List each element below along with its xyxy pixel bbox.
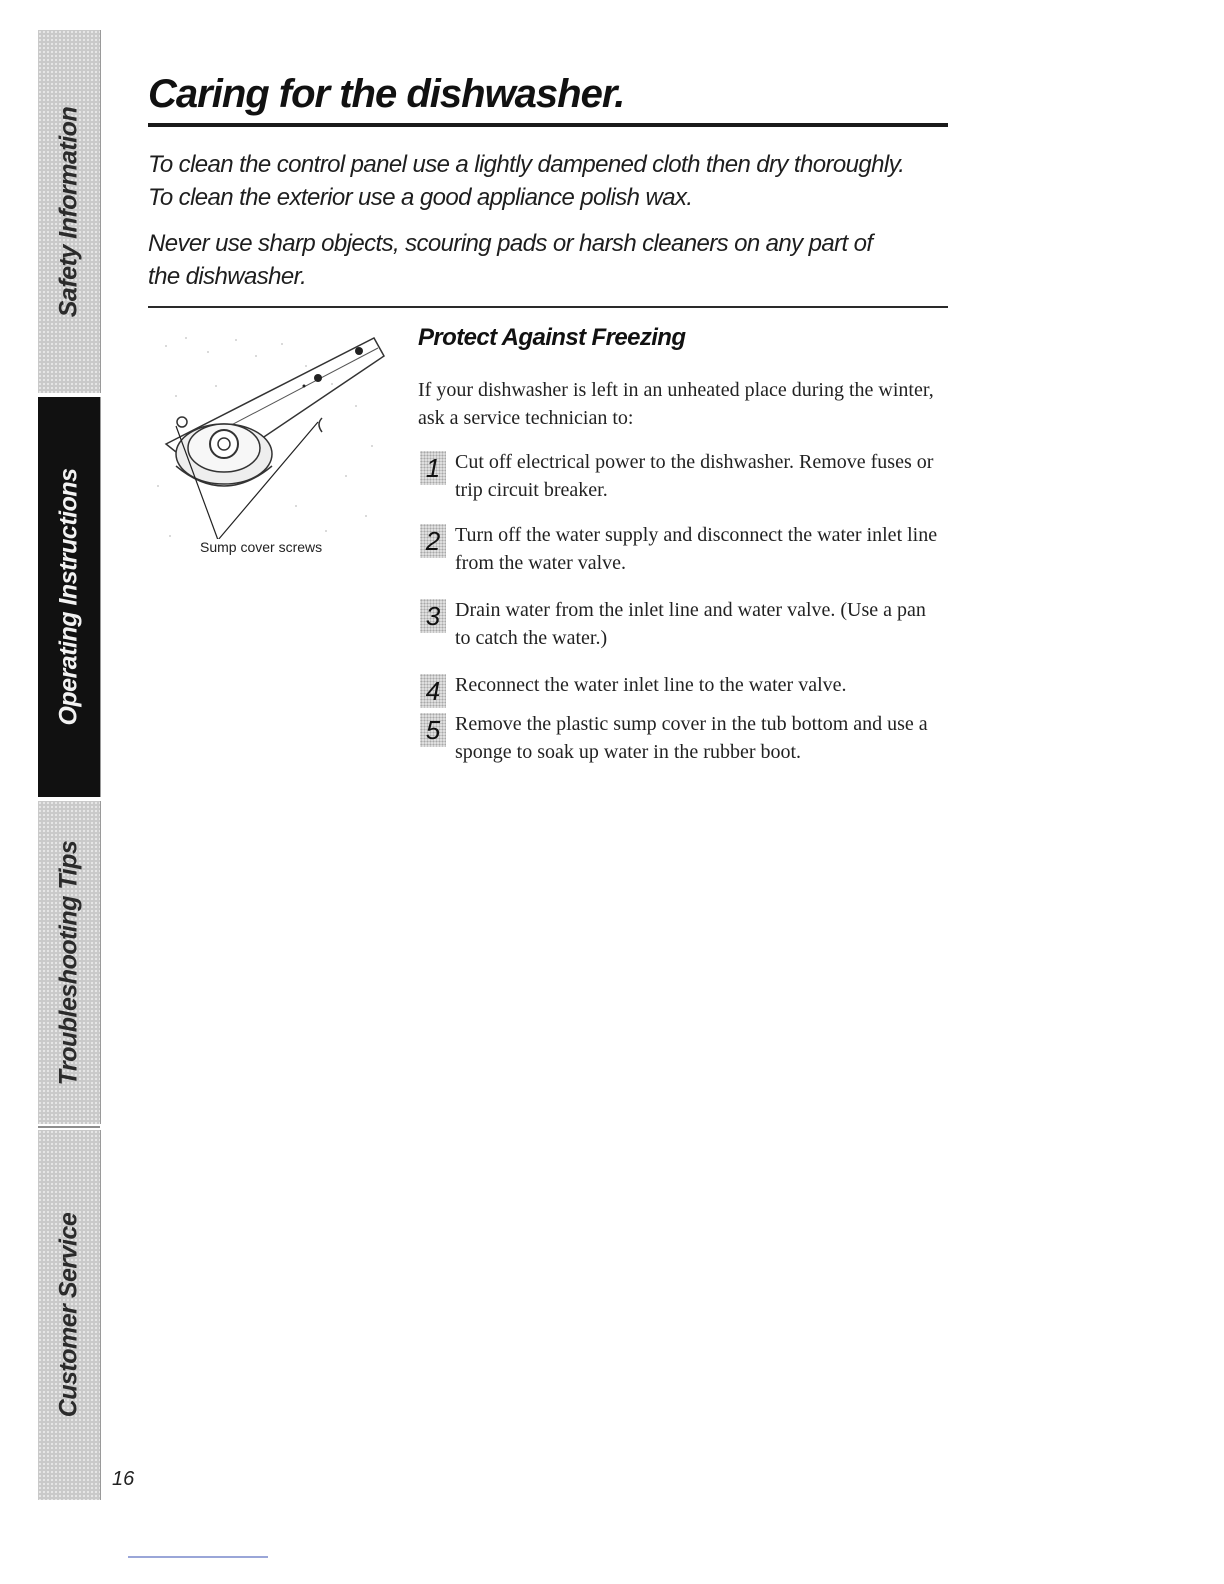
footer-rule xyxy=(128,1556,268,1558)
side-tab-label: Operating Instructions xyxy=(54,468,83,726)
step-number-badge: 1 xyxy=(420,451,446,485)
list-item xyxy=(418,671,938,706)
list-item xyxy=(418,710,938,766)
side-tab-bar xyxy=(38,30,100,1500)
tab-divider xyxy=(38,1126,100,1128)
section-divider xyxy=(148,306,948,308)
section-heading-freezing: Protect Against Freezing xyxy=(418,324,686,351)
page-number: 16 xyxy=(112,1468,135,1490)
side-tab-label: Safety Information xyxy=(54,106,83,317)
sump-drawing xyxy=(146,326,388,574)
step-number-badge: 3 xyxy=(420,599,446,633)
intro-cleaning-text: To clean the control panel use a lightly dampened cloth then dry thoroughly. To clean the exterior use a good appliance polish wax. xyxy=(148,151,905,211)
intro-warning-text: Never use sharp objects, scouring pads or harsh cleaners on any part of the dishwasher. xyxy=(148,230,873,290)
side-tab-safety-information[interactable] xyxy=(38,30,101,393)
step-number-badge: 4 xyxy=(420,674,446,708)
list-item xyxy=(418,521,938,577)
page-title: Caring for the dishwasher. xyxy=(148,72,625,116)
step-number-badge: 2 xyxy=(420,524,446,558)
side-tab-customer-service[interactable] xyxy=(38,1130,101,1500)
list-item xyxy=(418,596,938,652)
freezing-steps-list xyxy=(418,448,938,766)
freezing-lead-text: If your dishwasher is left in an unheated place during the winter, ask a service technician to: xyxy=(418,379,934,429)
step-number-badge: 5 xyxy=(420,713,446,747)
title-rule xyxy=(148,123,948,127)
step-text: Remove the plastic sump cover in the tub bottom and use a sponge to soak up water in the rubber boot. xyxy=(455,713,928,763)
step-text: Drain water from the inlet line and water valve. (Use a pan to catch the water.) xyxy=(455,599,926,649)
step-text: Turn off the water supply and disconnect the water inlet line from the water valve. xyxy=(455,524,938,574)
step-text: Cut off electrical power to the dishwasher. Remove fuses or trip circuit breaker. xyxy=(455,451,934,501)
side-tab-operating-instructions[interactable] xyxy=(38,397,101,797)
step-text: Reconnect the water inlet line to the water valve. xyxy=(455,674,847,696)
sump-illustration xyxy=(146,326,388,574)
list-item xyxy=(418,448,938,504)
side-tab-label: Customer Service xyxy=(54,1212,83,1418)
side-tab-label: Troubleshooting Tips xyxy=(54,840,83,1085)
side-tab-troubleshooting-tips[interactable] xyxy=(38,801,101,1124)
sump-cover-screws-label: Sump cover screws xyxy=(200,539,323,555)
